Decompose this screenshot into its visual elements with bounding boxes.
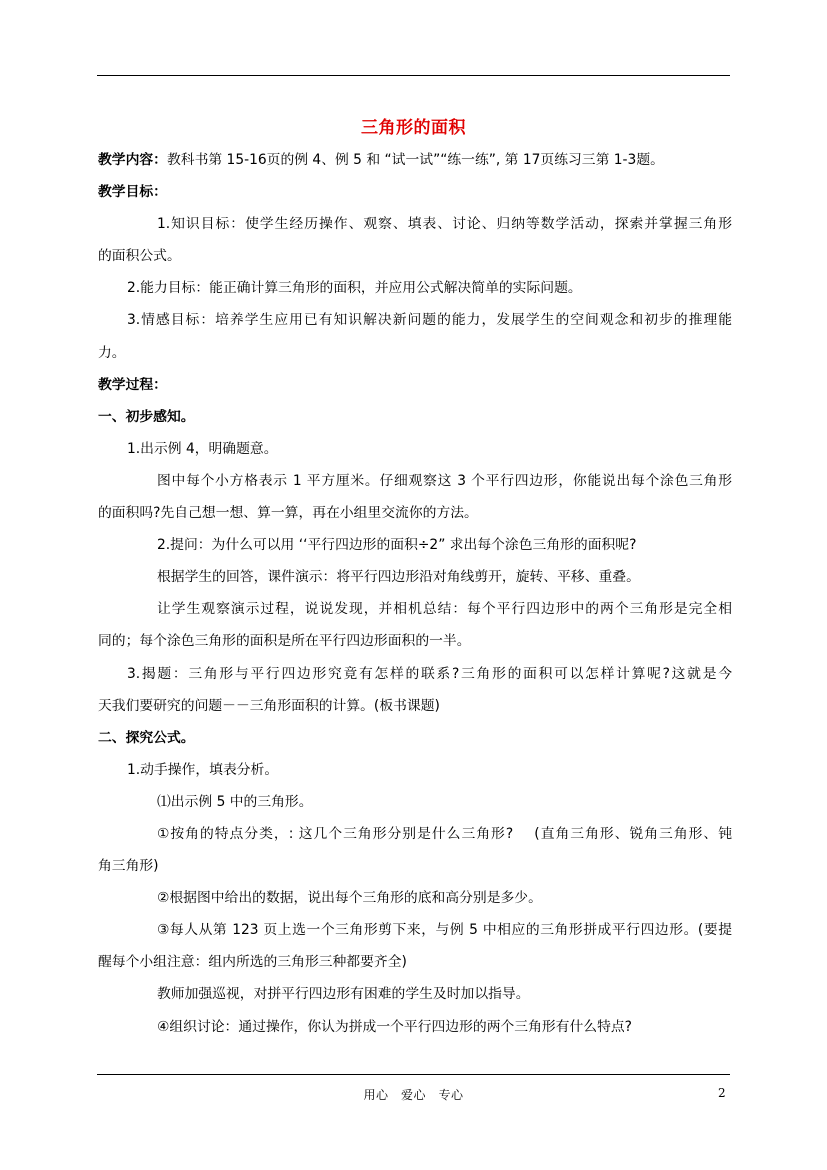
section-label: 二、探究公式。	[98, 729, 195, 746]
line-text: 1.动手操作，填表分析。	[127, 761, 279, 778]
line-text: 的面积公式。	[98, 248, 181, 265]
text-line	[98, 182, 732, 214]
line-text: ①按角的特点分类，: 这几个三角形分别是什么三角形? (直角三角形、锐角三角形、钝	[157, 825, 732, 842]
line-text: 天我们要研究的问题－－三角形面积的计算。(板书课题)	[98, 697, 440, 714]
text-line	[98, 696, 732, 728]
line-text: 2.提问：为什么可以用 ‘‘平行四边形的面积÷2” 求出每个涂色三角形的面积呢?	[157, 537, 637, 554]
text-line	[98, 278, 732, 310]
section-label: 教学目标：	[98, 184, 167, 201]
page-title: 三角形的面积	[361, 118, 466, 138]
text-line	[98, 664, 732, 696]
text-line	[98, 952, 732, 984]
text-line	[98, 503, 732, 535]
text-line	[98, 599, 732, 631]
text-line	[98, 214, 732, 246]
text-line	[98, 471, 732, 503]
text-line	[98, 567, 732, 599]
section-label: 教学内容：	[98, 152, 167, 168]
line-text: 根据学生的回答，课件演示：将平行四边形沿对角线剪开，旋转、平移、重叠。	[157, 569, 640, 586]
text-line	[98, 920, 732, 952]
text-line	[98, 792, 732, 824]
line-text: 2.能力目标：能正确计算三角形的面积，并应用公式解决简单的实际问题。	[127, 280, 582, 297]
text-line	[98, 760, 732, 792]
text-line	[98, 310, 732, 342]
text-line	[98, 824, 732, 856]
line-text: 的面积吗?先自己想一想、算一算，再在小组里交流你的方法。	[98, 505, 478, 522]
line-text: ③每人从第 123 页上选一个三角形剪下来，与例 5 中相应的三角形拼成平行四边形。(要提	[157, 922, 732, 939]
text-line	[98, 984, 732, 1016]
text-line	[98, 856, 732, 888]
section-label: 一、初步感知。	[98, 408, 195, 425]
footer-rule	[97, 1074, 730, 1075]
line-text: 力。	[98, 344, 126, 361]
text-line	[98, 439, 732, 471]
text-line	[98, 535, 732, 567]
footer-motto: 用心 爱心 专心	[363, 1088, 464, 1102]
line-text: 教师加强巡视，对拼平行四边形有困难的学生及时加以指导。	[157, 986, 530, 1003]
line-text: ②根据图中给出的数据，说出每个三角形的底和高分别是多少。	[157, 890, 542, 907]
line-text: 醒每个小组注意：组内所选的三角形三种都要齐全)	[98, 954, 407, 971]
line-text: 1.出示例 4，明确题意。	[127, 440, 278, 457]
page-number: 2	[718, 1086, 726, 1100]
header-rule	[97, 75, 730, 76]
text-line	[98, 407, 732, 439]
text-line	[98, 1017, 732, 1049]
text-line	[98, 246, 732, 278]
line-text: 3.揭题：三角形与平行四边形究竟有怎样的联系?三角形的面积可以怎样计算呢?这就是今	[127, 665, 732, 682]
section-label: 教学过程：	[98, 376, 167, 393]
text-line	[98, 631, 732, 663]
line-text: 角三角形)	[98, 858, 159, 875]
line-text: 1.知识目标：使学生经历操作、观察、填表、讨论、归纳等数学活动，探索并掌握三角形	[157, 216, 732, 233]
line-text: ④组织讨论：通过操作，你认为拼成一个平行四边形的两个三角形有什么特点?	[157, 1018, 632, 1035]
document-body	[98, 150, 732, 1049]
text-line	[98, 150, 732, 182]
line-text: 图中每个小方格表示 1 平方厘米。仔细观察这 3 个平行四边形，你能说出每个涂色三角形	[157, 472, 732, 489]
text-line	[98, 728, 732, 760]
text-line	[98, 375, 732, 407]
line-text: 教科书第 15-16页的例 4、例 5 和 “试一试”“练一练”, 第 17页练习三第 1-3题。	[166, 152, 664, 168]
text-line	[98, 343, 732, 375]
line-text: 同的；每个涂色三角形的面积是所在平行四边形面积的一半。	[98, 633, 471, 650]
line-text: 让学生观察演示过程，说说发现，并相机总结：每个平行四边形中的两个三角形是完全相	[157, 601, 732, 618]
line-text: 3.情感目标：培养学生应用已有知识解决新问题的能力，发展学生的空间观念和初步的推理能	[127, 312, 732, 329]
line-text: ⑴出示例 5 中的三角形。	[157, 793, 313, 810]
text-line	[98, 888, 732, 920]
